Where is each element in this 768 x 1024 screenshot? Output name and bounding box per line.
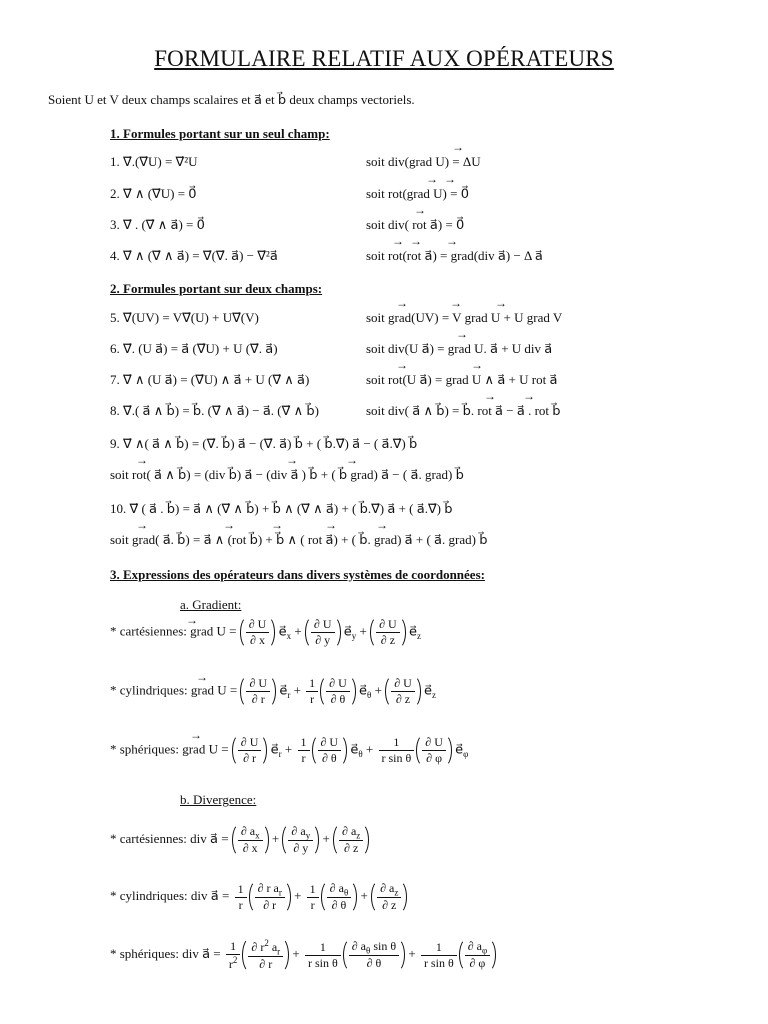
formula-2-soit: soit rot(grad U) = 0⃗ bbox=[366, 186, 469, 201]
grad-lhs: grad U = bbox=[190, 682, 238, 698]
arrow-mark: → → → bbox=[396, 296, 507, 310]
arrow-mark: → bbox=[196, 670, 208, 684]
formula-2: 2. ∇⃗ ∧ (∇⃗U) = 0⃗ bbox=[110, 186, 197, 201]
formula-5: 5. ∇⃗(UV) = V∇⃗(U) + U∇⃗(V) bbox=[110, 310, 259, 325]
arrow-mark: → bbox=[186, 613, 198, 627]
arrow-mark: → → bbox=[396, 358, 483, 372]
formula-4: 4. ∇⃗ ∧ (∇⃗ ∧ a⃗) = ∇⃗(∇⃗. a⃗) − ∇⃗²a⃗ bbox=[110, 248, 278, 263]
cylindrical-label: * cylindriques: bbox=[110, 888, 188, 904]
formula-3-soit: soit div( rot a⃗) = 0⃗ bbox=[366, 217, 465, 232]
cartesian-label: * cartésiennes: bbox=[110, 831, 187, 847]
grad-spherical: * sphériques: grad U = $\frac{\partial U}{\partial r}$ $e⃗_r$ + $\frac{1}{r}$ $\frac{\partial U}{\partial \theta}$ $e⃗_\theta$ + $\frac{1}{\text{r sin θ}}$ $\frac{\partial U}{\partial \varphi}$ $e⃗_\varphi$ bbox=[110, 735, 469, 765]
cartesian-label: * cartésiennes: bbox=[110, 623, 187, 639]
spherical-label: * sphériques: bbox=[110, 946, 179, 962]
grad-cylindrical: * cylindriques: grad U = $\frac{\partial U}{\partial r}$ $e⃗_r$ + $\frac{1}{r}$ $\frac{\partial U}{\partial \theta}$ $e⃗_\theta$ + $\frac{\partial U}{\partial z}$ $e⃗_z$ bbox=[110, 676, 437, 706]
grad-cartesian: * cartésiennes: grad U = $\frac{\partial U}{\partial x}$ $e⃗_x$ + $\frac{\partial U}{\partial y}$ $e⃗_y$ + $\frac{\partial U}{\partial z}$ $e⃗_z$ bbox=[110, 617, 421, 647]
formula-6: 6. ∇⃗. (U a⃗) = a⃗ (∇⃗U) + U (∇⃗. a⃗) bbox=[110, 341, 278, 356]
section1-heading: 1. Formules portant sur un seul champ: bbox=[110, 126, 330, 141]
div-lhs: div a⃗ = bbox=[190, 831, 229, 847]
formula-4-soit: soit rot(rot a⃗) = grad(div a⃗) − Δ a⃗ bbox=[366, 248, 543, 263]
formula-10-soit: soit grad( a⃗. b⃗) = a⃗ ∧ (rot b⃗) + b⃗ ∧ ( rot a⃗) + ( b⃗. grad) a⃗ + ( a⃗. grad) b⃗ bbox=[110, 532, 488, 547]
formula-1-soit: soit div(grad U) = ΔU bbox=[366, 154, 481, 169]
div-cylindrical: * cylindriques: div a⃗ = $\frac{1}{r}$ $\frac{\partial r a_r}{\partial r}$ + $\frac{1}{r}$ $\frac{\partial a_\theta}{\partial \theta}$ + $\frac{\partial a_z}{\partial z}$ bbox=[110, 880, 407, 914]
formula-1: 1. ∇⃗.(∇⃗U) = ∇⃗²U bbox=[110, 154, 198, 169]
page-title: FORMULAIRE RELATIF AUX OPÉRATEURS bbox=[154, 46, 614, 71]
formula-7: 7. ∇⃗ ∧ (U a⃗) = (∇⃗U) ∧ a⃗ + U (∇⃗ ∧ a⃗) bbox=[110, 372, 310, 387]
formula-8-soit: soit div( a⃗ ∧ b⃗) = b⃗. rot a⃗ − a⃗ . rot b⃗ bbox=[366, 403, 561, 418]
formula-8: 8. ∇⃗.( a⃗ ∧ b⃗) = b⃗. (∇⃗ ∧ a⃗) − a⃗. (∇⃗ ∧ b⃗) bbox=[110, 403, 319, 418]
div-cartesian: * cartésiennes: div a⃗ = $\frac{\partial a_x}{\partial x}$ + $\frac{\partial a_y}{\partial y}$ + $\frac{\partial a_z}{\partial z}$ bbox=[110, 823, 369, 857]
arrow-mark: → bbox=[414, 203, 426, 217]
arrow-mark: → bbox=[456, 327, 468, 341]
arrow-mark: → → bbox=[426, 172, 456, 186]
formula-5-soit: soit grad(UV) = V grad U + U grad V bbox=[366, 310, 563, 325]
arrow-mark: → → → bbox=[136, 453, 358, 467]
intro-text: Soient U et V deux champs scalaires et a⃗ et b⃗ deux champs vectoriels. bbox=[48, 92, 415, 107]
formula-9-soit: soit rot( a⃗ ∧ b⃗) = (div b⃗) a⃗ − (div a⃗ ) b⃗ + ( b⃗ grad) a⃗ − ( a⃗. grad) b⃗ bbox=[110, 467, 464, 482]
grad-lhs: grad U = bbox=[190, 623, 237, 639]
spherical-label: * sphériques: bbox=[110, 741, 179, 757]
section2-heading: 2. Formules portant sur deux champs: bbox=[110, 281, 323, 296]
grad-lhs: grad U = bbox=[182, 741, 229, 757]
cylindrical-label: * cylindriques: bbox=[110, 682, 188, 698]
formula-3: 3. ∇⃗ . (∇⃗ ∧ a⃗) = 0⃗ bbox=[110, 217, 205, 232]
formula-6-soit: soit div(U a⃗) = grad U. a⃗ + U div a⃗ bbox=[366, 341, 553, 356]
div-lhs: div a⃗ = bbox=[182, 946, 221, 962]
section3-heading: 3. Expressions des opérateurs dans divers systèmes de coordonnées: bbox=[110, 567, 485, 582]
divergence-subheading: b. Divergence: bbox=[180, 792, 257, 807]
formula-7-soit: soit rot(U a⃗) = grad U ∧ a⃗ + U rot a⃗ bbox=[366, 372, 558, 387]
arrow-mark: → → → → → bbox=[136, 518, 388, 532]
gradient-subheading: a. Gradient: bbox=[180, 597, 242, 612]
arrow-mark: → bbox=[190, 728, 202, 742]
formula-10: 10. ∇⃗ ( a⃗ . b⃗) = a⃗ ∧ (∇⃗ ∧ b⃗) + b⃗ ∧ (∇⃗ ∧ a⃗) + ( b⃗.∇⃗) a⃗ + ( a⃗.∇⃗) b⃗ bbox=[110, 501, 453, 516]
arrow-mark: → → bbox=[484, 389, 535, 403]
div-lhs: div a⃗ = bbox=[190, 888, 230, 904]
arrow-mark: → bbox=[452, 140, 464, 154]
formula-9: 9. ∇⃗ ∧( a⃗ ∧ b⃗) = (∇⃗. b⃗) a⃗ − (∇⃗. a⃗) b⃗ + ( b⃗.∇⃗) a⃗ − ( a⃗.∇⃗) b⃗ bbox=[110, 436, 418, 451]
arrow-mark: → → → bbox=[392, 234, 458, 248]
div-spherical: * sphériques: div a⃗ = $\frac{1}{r^2}$ $\frac{\partial r^2 a_r}{\partial r}$ + $\frac{1}{\text{r sin θ}}$ $\frac{\partial a_\theta \sin \theta}{\partial \theta}$ + $\frac{1}{\text{r sin θ}}$ $\frac{\partial a_\varphi}{\partial \varphi}$ bbox=[110, 937, 496, 973]
